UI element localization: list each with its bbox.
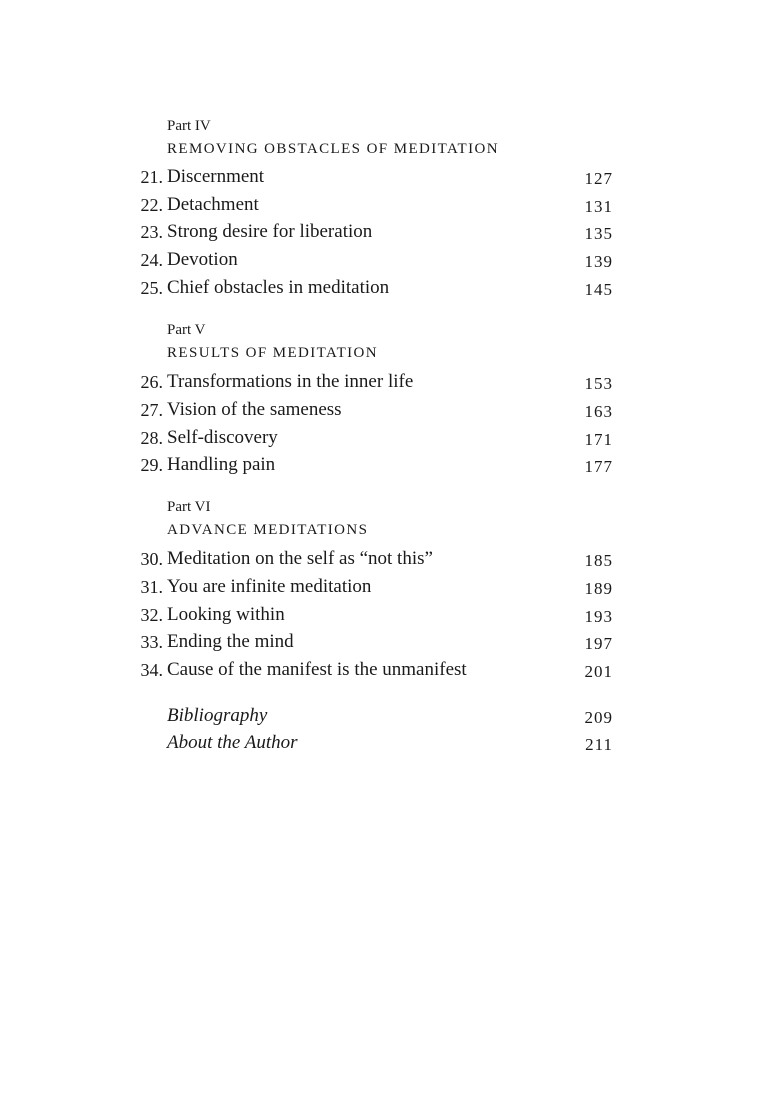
entry-number: 24. (140, 250, 163, 270)
part-vi-label: Part VI (167, 499, 211, 515)
entry-number: 22. (140, 195, 163, 215)
entry-number: 23. (140, 222, 163, 242)
entry-number: 21. (140, 167, 163, 187)
entry-page: 189 (584, 579, 613, 598)
entry-title: Transformations in the inner life (167, 371, 414, 392)
toc-entry[interactable] (0, 165, 780, 191)
toc-entry[interactable] (0, 370, 780, 396)
toc-entry-about-author[interactable] (0, 731, 780, 757)
entry-page: 163 (584, 402, 613, 421)
toc-entry[interactable] (0, 426, 780, 452)
entry-title: Discernment (167, 166, 265, 187)
entry-page: 177 (584, 457, 613, 476)
toc-entry[interactable] (0, 220, 780, 246)
entry-number: 32. (140, 605, 163, 625)
entry-title: Handling pain (167, 454, 276, 475)
entry-title: Chief obstacles in meditation (167, 277, 390, 298)
entry-title: About the Author (167, 732, 298, 753)
entry-page: 185 (584, 551, 613, 570)
entry-number: 30. (140, 549, 163, 569)
toc-entry[interactable] (0, 547, 780, 573)
entry-number: 26. (140, 372, 163, 392)
toc-entry[interactable] (0, 248, 780, 274)
entry-title: You are infinite meditation (167, 576, 372, 597)
entry-title: Self-discovery (167, 427, 278, 448)
entry-title: Cause of the manifest is the unmanifest (167, 659, 467, 680)
entry-page: 201 (584, 662, 613, 681)
toc-entry[interactable] (0, 658, 780, 684)
entry-title: Vision of the sameness (167, 399, 342, 420)
toc-entry[interactable] (0, 453, 780, 479)
entry-page: 131 (584, 197, 613, 216)
entry-page: 171 (584, 430, 613, 449)
part-iv-label: Part IV (167, 118, 211, 134)
entry-title: Devotion (167, 249, 238, 270)
entry-page: 153 (584, 374, 613, 393)
entry-page: 209 (584, 708, 613, 727)
entry-number: 34. (140, 660, 163, 680)
entry-title: Ending the mind (167, 631, 294, 652)
entry-number: 29. (140, 455, 163, 475)
part-iv-title: REMOVING OBSTACLES OF MEDITATION (167, 141, 499, 157)
toc-entry[interactable] (0, 575, 780, 601)
entry-number: 27. (140, 400, 163, 420)
entry-page: 145 (584, 280, 613, 299)
part-vi-title: ADVANCE MEDITATIONS (167, 522, 369, 538)
toc-entry[interactable] (0, 398, 780, 424)
entry-number: 33. (140, 632, 163, 652)
entry-page: 127 (584, 169, 613, 188)
entry-number: 28. (140, 428, 163, 448)
entry-page: 211 (585, 735, 613, 754)
toc-entry[interactable] (0, 603, 780, 629)
entry-number: 25. (140, 278, 163, 298)
entry-number: 31. (140, 577, 163, 597)
part-v-title: RESULTS OF MEDITATION (167, 345, 378, 361)
toc-entry[interactable] (0, 193, 780, 219)
entry-title: Strong desire for liberation (167, 221, 373, 242)
toc-entry[interactable] (0, 276, 780, 302)
part-v-label: Part V (167, 322, 206, 338)
toc-entry[interactable] (0, 630, 780, 656)
toc-entry-bibliography[interactable] (0, 704, 780, 730)
entry-title: Meditation on the self as “not this” (167, 548, 433, 569)
entry-page: 139 (584, 252, 613, 271)
entry-title: Bibliography (167, 705, 268, 726)
entry-page: 197 (584, 634, 613, 653)
entry-page: 193 (584, 607, 613, 626)
entry-title: Looking within (167, 604, 285, 625)
entry-page: 135 (584, 224, 613, 243)
entry-title: Detachment (167, 194, 259, 215)
